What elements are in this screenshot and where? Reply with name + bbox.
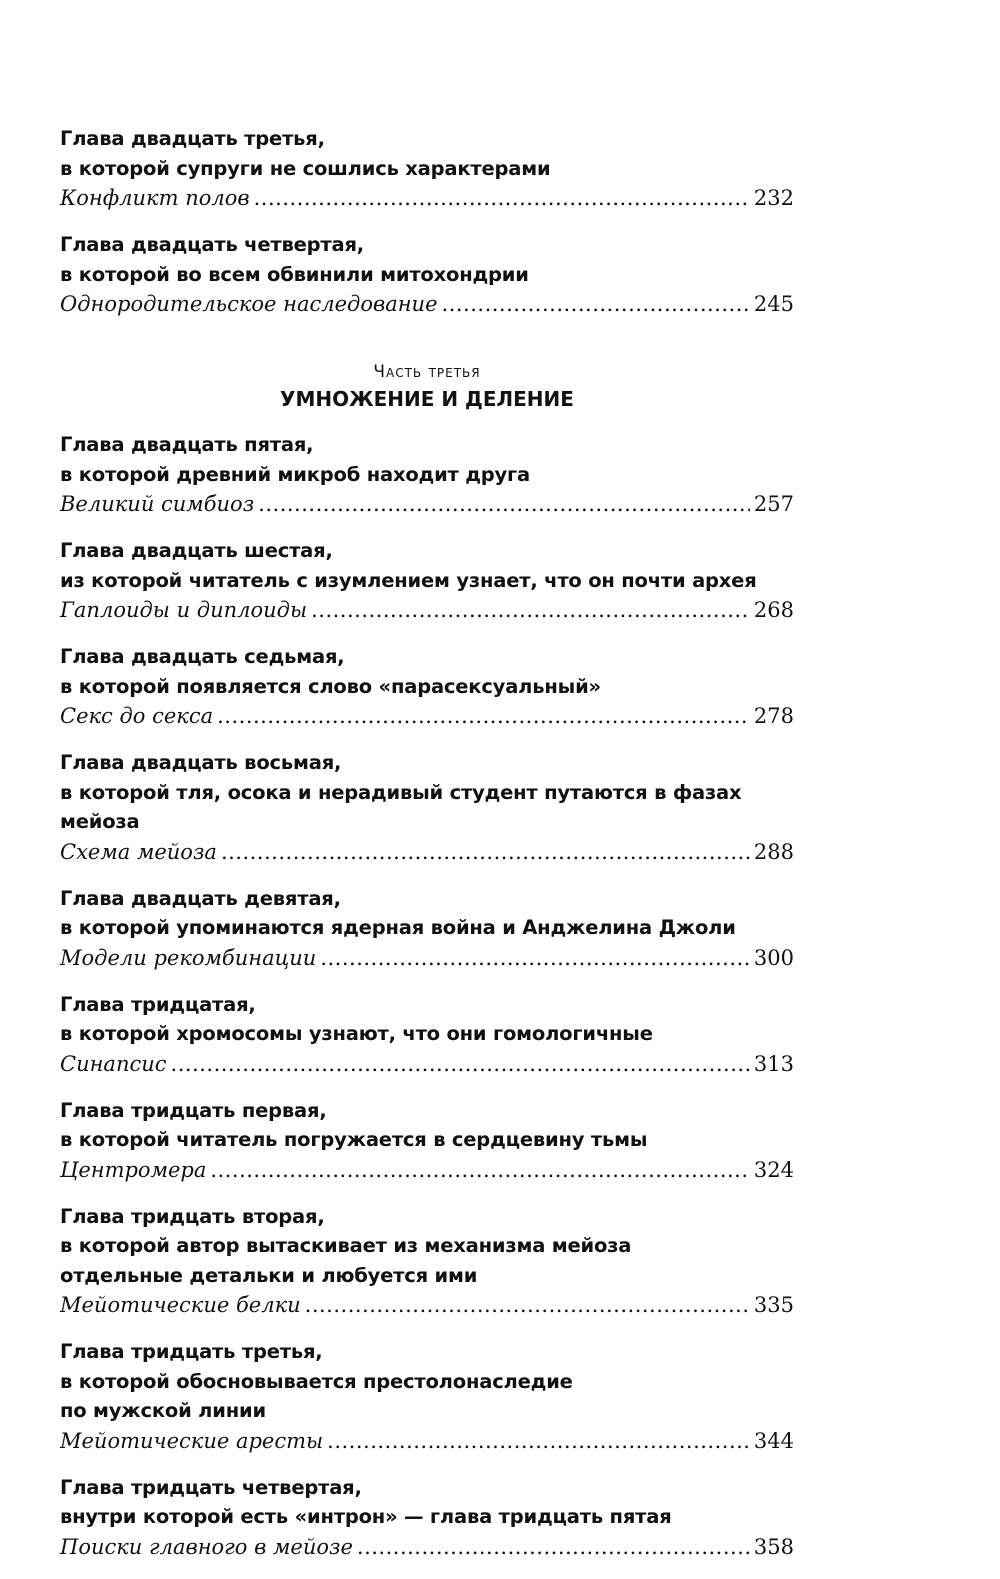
chapter-heading: Глава тридцать третья, bbox=[60, 1340, 323, 1363]
toc-chapter-25 bbox=[60, 430, 794, 520]
part-heading bbox=[60, 360, 794, 414]
dot-leader bbox=[327, 1426, 750, 1457]
dot-leader bbox=[221, 837, 750, 868]
dot-leader bbox=[320, 943, 750, 974]
entry-title: Схема мейоза bbox=[60, 839, 217, 864]
page-number: 300 bbox=[753, 945, 794, 970]
toc-chapter-31 bbox=[60, 1096, 794, 1186]
toc-chapter-26 bbox=[60, 536, 794, 626]
table-of-contents bbox=[60, 124, 794, 1579]
chapter-subtitle: из которой читатель с изумлением узнает, что он почти архея bbox=[60, 568, 757, 592]
page-number: 313 bbox=[753, 1051, 794, 1076]
chapter-subtitle-continued: мейоза bbox=[60, 810, 140, 833]
chapter-subtitle: в которой хромосомы узнают, что они гомологичные bbox=[60, 1022, 653, 1045]
toc-entry[interactable] bbox=[60, 1049, 794, 1080]
page-number: 268 bbox=[753, 598, 794, 622]
toc-chapter-24 bbox=[60, 230, 794, 320]
page-number: 278 bbox=[753, 704, 794, 728]
chapter-heading: Глава тридцать четвертая, bbox=[60, 1475, 362, 1499]
toc-entry[interactable] bbox=[60, 489, 794, 520]
dot-leader bbox=[217, 701, 750, 732]
part-title: УМНОЖЕНИЕ И ДЕЛЕНИЕ bbox=[280, 387, 574, 411]
chapter-heading: Глава тридцатая, bbox=[60, 992, 256, 1016]
chapter-subtitle: в которой обосновывается престолонаследие bbox=[60, 1369, 573, 1393]
entry-title: Синапсис bbox=[60, 1051, 167, 1076]
entry-title: Секс до секса bbox=[60, 704, 214, 728]
toc-entry[interactable] bbox=[60, 943, 794, 974]
chapter-heading: Глава двадцать пятая, bbox=[60, 433, 314, 456]
page-number: 358 bbox=[753, 1534, 794, 1559]
dot-leader bbox=[311, 595, 750, 626]
dot-leader bbox=[210, 1155, 750, 1186]
dot-leader bbox=[254, 183, 750, 214]
toc-entry[interactable] bbox=[60, 1426, 794, 1457]
chapter-heading: Глава двадцать девятая, bbox=[60, 886, 341, 910]
toc-entry[interactable] bbox=[60, 289, 794, 320]
entry-title: Великий симбиоз bbox=[60, 492, 255, 516]
entry-title: Гаплоиды и диплоиды bbox=[60, 598, 308, 622]
part-label: Часть третья bbox=[373, 362, 481, 382]
dot-leader bbox=[442, 289, 750, 320]
dot-leader bbox=[357, 1532, 750, 1563]
toc-entry[interactable] bbox=[60, 183, 794, 214]
chapter-heading: Глава двадцать третья, bbox=[60, 127, 325, 150]
toc-chapter-33 bbox=[60, 1337, 794, 1457]
page-number: 288 bbox=[753, 839, 794, 864]
page-number: 257 bbox=[753, 492, 794, 516]
chapter-heading: Глава двадцать четвертая, bbox=[60, 233, 365, 256]
toc-chapter-32 bbox=[60, 1202, 794, 1322]
chapter-heading: Глава тридцать первая, bbox=[60, 1098, 327, 1122]
toc-chapter-23 bbox=[60, 124, 794, 214]
chapter-heading: Глава двадцать шестая, bbox=[60, 539, 333, 562]
dot-leader bbox=[258, 489, 750, 520]
page-number: 344 bbox=[753, 1428, 794, 1453]
chapter-subtitle: внутри которой есть «интрон» — глава тридцать пятая bbox=[60, 1505, 672, 1528]
entry-title: Поиски главного в мейозе bbox=[60, 1534, 353, 1559]
toc-entry[interactable] bbox=[60, 837, 794, 868]
entry-title: Конфликт полов bbox=[60, 186, 250, 210]
entry-title: Мейотические белки bbox=[60, 1293, 301, 1317]
chapter-subtitle: в которой супруги не сошлись характерами bbox=[60, 156, 551, 180]
chapter-subtitle: в которой древний микроб находит друга bbox=[60, 462, 530, 486]
toc-chapter-28 bbox=[60, 748, 794, 868]
page-number: 335 bbox=[753, 1293, 794, 1317]
toc-entry[interactable] bbox=[60, 1155, 794, 1186]
chapter-subtitle: в которой упоминаются ядерная война и Анджелина Джоли bbox=[60, 916, 736, 939]
chapter-subtitle-continued: по мужской линии bbox=[60, 1399, 266, 1422]
dot-leader bbox=[171, 1049, 750, 1080]
toc-chapter-29 bbox=[60, 884, 794, 974]
toc-chapter-34 bbox=[60, 1473, 794, 1563]
entry-title: Центромера bbox=[60, 1157, 207, 1182]
chapter-subtitle: в которой появляется слово «парасексуальный» bbox=[60, 674, 601, 698]
chapter-heading: Глава двадцать восьмая, bbox=[60, 751, 342, 774]
entry-title: Однородительское наследование bbox=[60, 292, 438, 316]
chapter-heading: Глава двадцать седьмая, bbox=[60, 645, 345, 668]
toc-entry[interactable] bbox=[60, 1290, 794, 1321]
page-number: 324 bbox=[753, 1157, 794, 1182]
page-number: 245 bbox=[753, 292, 794, 316]
chapter-subtitle: в которой автор вытаскивает из механизма мейоза bbox=[60, 1234, 632, 1257]
entry-title: Модели рекомбинации bbox=[60, 945, 317, 970]
toc-entry[interactable] bbox=[60, 595, 794, 626]
page-number: 232 bbox=[753, 186, 794, 210]
chapter-heading: Глава тридцать вторая, bbox=[60, 1204, 325, 1228]
toc-entry[interactable] bbox=[60, 1532, 794, 1563]
chapter-subtitle: в которой во всем обвинили митохондрии bbox=[60, 262, 529, 286]
chapter-subtitle: в которой читатель погружается в сердцевину тьмы bbox=[60, 1128, 648, 1151]
entry-title: Мейотические аресты bbox=[60, 1428, 324, 1453]
toc-entry[interactable] bbox=[60, 701, 794, 732]
chapter-subtitle: в которой тля, осока и нерадивый студент путаются в фазах bbox=[60, 780, 742, 804]
toc-chapter-27 bbox=[60, 642, 794, 732]
chapter-subtitle-continued: отдельные детальки и любуется ими bbox=[60, 1263, 478, 1287]
dot-leader bbox=[305, 1290, 750, 1321]
toc-chapter-30 bbox=[60, 990, 794, 1080]
